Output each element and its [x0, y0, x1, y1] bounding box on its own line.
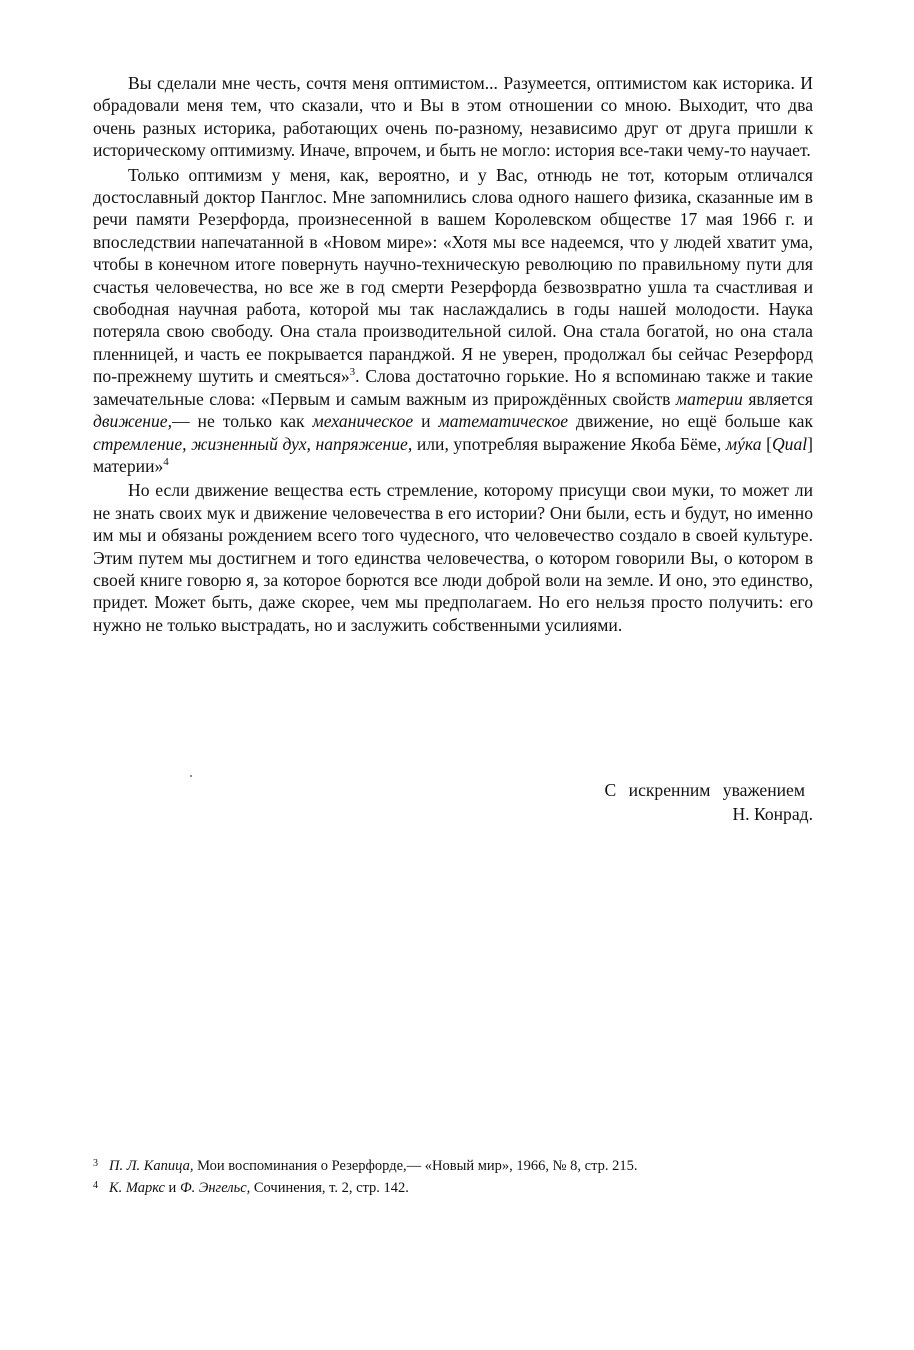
- closing-phrase: С искренним уважением: [604, 780, 805, 800]
- footnote-3-number: 3: [93, 1158, 98, 1169]
- paragraph-2-text-b: . Слова достаточно горькие. Но я вспоминаю также и такие замечательные слова: «Первым и самым важным из прирождённых свойств: [93, 366, 813, 409]
- paragraph-2: [93, 164, 813, 478]
- footnote-4-number: 4: [93, 1180, 98, 1191]
- footnote-ref-4[interactable]: 4: [163, 456, 169, 469]
- author-signature: Н. Конрад.: [732, 804, 813, 824]
- signature-block: [513, 778, 813, 826]
- paragraph-3: Но если движение вещества есть стремление, которому присущи свои муки, то может ли не знать своих мук и движение человечества в его истории? Они были, есть и будут, но именно им мы и обязаны рождением всего того чудесного, что человечество создало в своей культуре. Этим путем мы достигнем и того единства человечества, о котором говорили Вы, о котором в своей книге говорю я, за которое борются все люди доброй воли на земле. И оно, это единство, придет. Может быть, даже скорее, чем мы предполагаем. Но его нельзя просто получить: его нужно не только выстрадать, но и заслужить собственными усилиями.: [93, 480, 813, 635]
- footnote-4-author-2: Ф. Энгельс,: [179, 1180, 251, 1196]
- footnote-4-and: и: [164, 1180, 180, 1196]
- italic-matematicheskoe: математическое: [438, 411, 569, 432]
- letter-body: [93, 72, 813, 824]
- paragraph-2-text-f: движение, но ещё больше как: [568, 411, 813, 432]
- paragraph-2-text-e: и: [413, 411, 439, 432]
- footnote-3: [93, 1156, 833, 1174]
- footnote-4-text: Сочинения, т. 2, стр. 142.: [250, 1180, 409, 1196]
- paragraph-2-text-j: ] материи»: [93, 433, 813, 476]
- italic-dvizhenie: движение,: [93, 411, 173, 432]
- footnote-ref-3[interactable]: 3: [349, 366, 356, 379]
- footnote-4-author: К. Маркс: [109, 1180, 165, 1196]
- paragraph-2-text-c: является: [742, 388, 813, 409]
- paragraph-2-text-g: или, употребляя выражение Якоба Бёме,: [412, 433, 726, 454]
- paragraph-1: Вы сделали мне честь, сочтя меня оптимистом... Разумеется, оптимистом как историка. И обрадовали меня тем, что сказали, что и Вы в этом отношении со мною. Выходит, что два очень разных историка, работающих очень по-разному, независимо друг от друга пришли к историческому оптимизму. Иначе, впрочем, и быть не могло: история все-таки чему-то научает.: [93, 73, 813, 161]
- footnote-4: [93, 1178, 833, 1196]
- footnotes: [93, 1156, 833, 1200]
- italic-stremlenie: стремление, жизненный дух, напряжение,: [93, 433, 413, 454]
- italic-muka: мýка: [725, 433, 762, 454]
- footnote-3-text: Мои воспоминания о Резерфорде,— «Новый мир», 1966, № 8, стр. 215.: [193, 1158, 638, 1174]
- paragraph-2-text-a: Только оптимизм у меня, как, вероятно, и у Вас, отнюдь не тот, которым отличался достославный доктор Панглос. Мне запомнились слова одного нашего физика, сказанные им в речи памяти Резерфорда, произнесенной в вашем Королевском обществе 17 мая 1966 г. и впоследствии напечатанной в «Новом мире»: «Хотя мы все надеемся, что у людей хватит ума, чтобы в конечном итоге повернуть научно-техническую революцию по правильному пути для счастья человечества, но все же в год смерти Резерфорда безвозвратно ушла та счастливая и свободная научная работа, которой мы так наслаждались в годы нашей молодости. Наука потеряла свою свободу. Она стала производительной силой. Она стала богатой, но она стала пленницей, и часть ее покрывается паранджой. Я не уверен, продолжал бы сейчас Резерфорд по-прежнему шутить и смеяться»: [93, 164, 813, 387]
- paragraph-2-text-h: [: [761, 433, 772, 454]
- italic-mekhanicheskoe: механическое: [312, 411, 414, 432]
- footnote-3-author: П. Л. Капица,: [109, 1158, 194, 1174]
- print-speck: [190, 775, 192, 777]
- italic-qual: Qual: [771, 433, 808, 454]
- italic-materii: материи: [675, 388, 743, 409]
- paragraph-2-text-d: — не только как: [172, 411, 313, 432]
